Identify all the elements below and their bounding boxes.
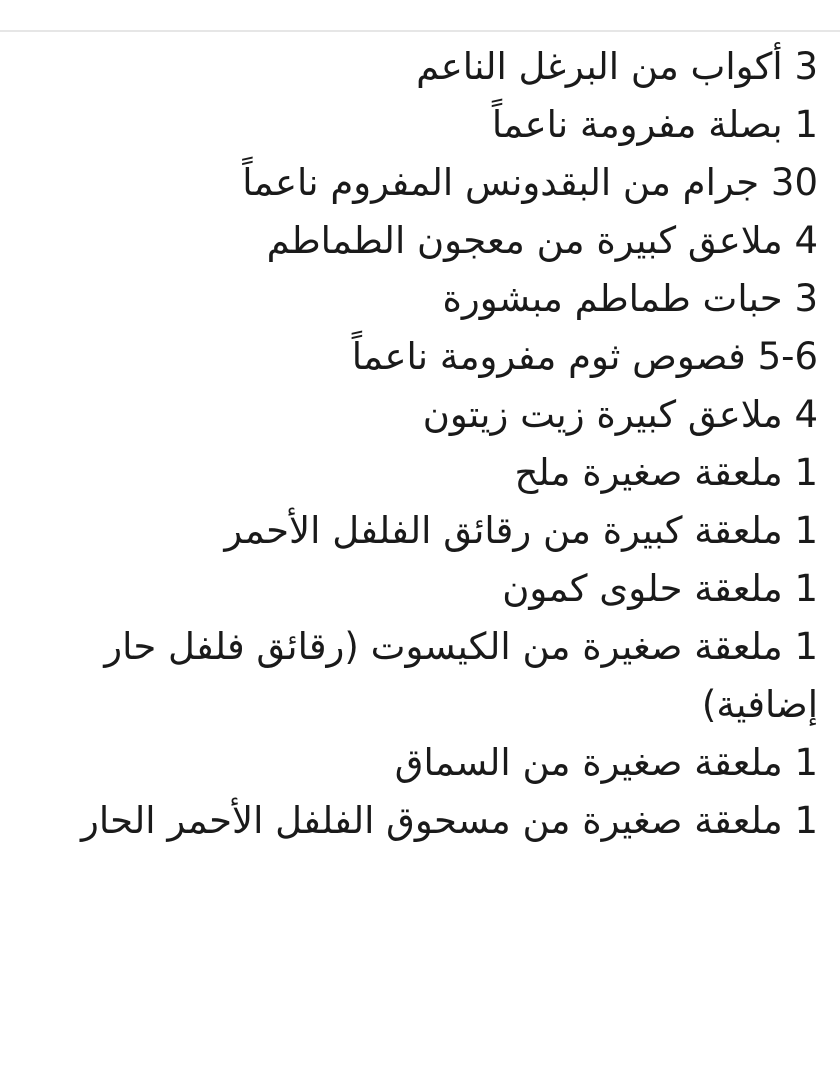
ingredient-item: 1 ملعقة كبيرة من رقائق الفلفل الأحمر xyxy=(224,509,818,552)
ingredient-item: 4 ملاعق كبيرة من معجون الطماطم xyxy=(266,219,818,262)
ingredient-item: 1 بصلة مفرومة ناعماً xyxy=(491,103,818,146)
top-divider xyxy=(0,30,840,32)
ingredient-item: 1 ملعقة صغيرة من مسحوق الفلفل الأحمر الحار xyxy=(81,799,818,842)
ingredient-item: 3 حبات طماطم مبشورة xyxy=(442,277,818,320)
ingredient-item: 5-6 فصوص ثوم مفرومة ناعماً xyxy=(351,335,818,378)
ingredient-item: 3 أكواب من البرغل الناعم xyxy=(416,45,818,88)
ingredient-item: 30 جرام من البقدونس المفروم ناعماً xyxy=(242,161,818,204)
ingredient-item: 1 ملعقة حلوى كمون xyxy=(502,567,818,610)
ingredient-item: 1 ملعقة صغيرة ملح xyxy=(514,451,818,494)
ingredients-list xyxy=(0,38,818,850)
ingredient-item: 1 ملعقة صغيرة من الكيسوت (رقائق فلفل حار إضافية) xyxy=(104,625,818,726)
ingredient-item: 1 ملعقة صغيرة من السماق xyxy=(394,741,818,784)
ingredient-item: 4 ملاعق كبيرة زيت زيتون xyxy=(422,393,818,436)
